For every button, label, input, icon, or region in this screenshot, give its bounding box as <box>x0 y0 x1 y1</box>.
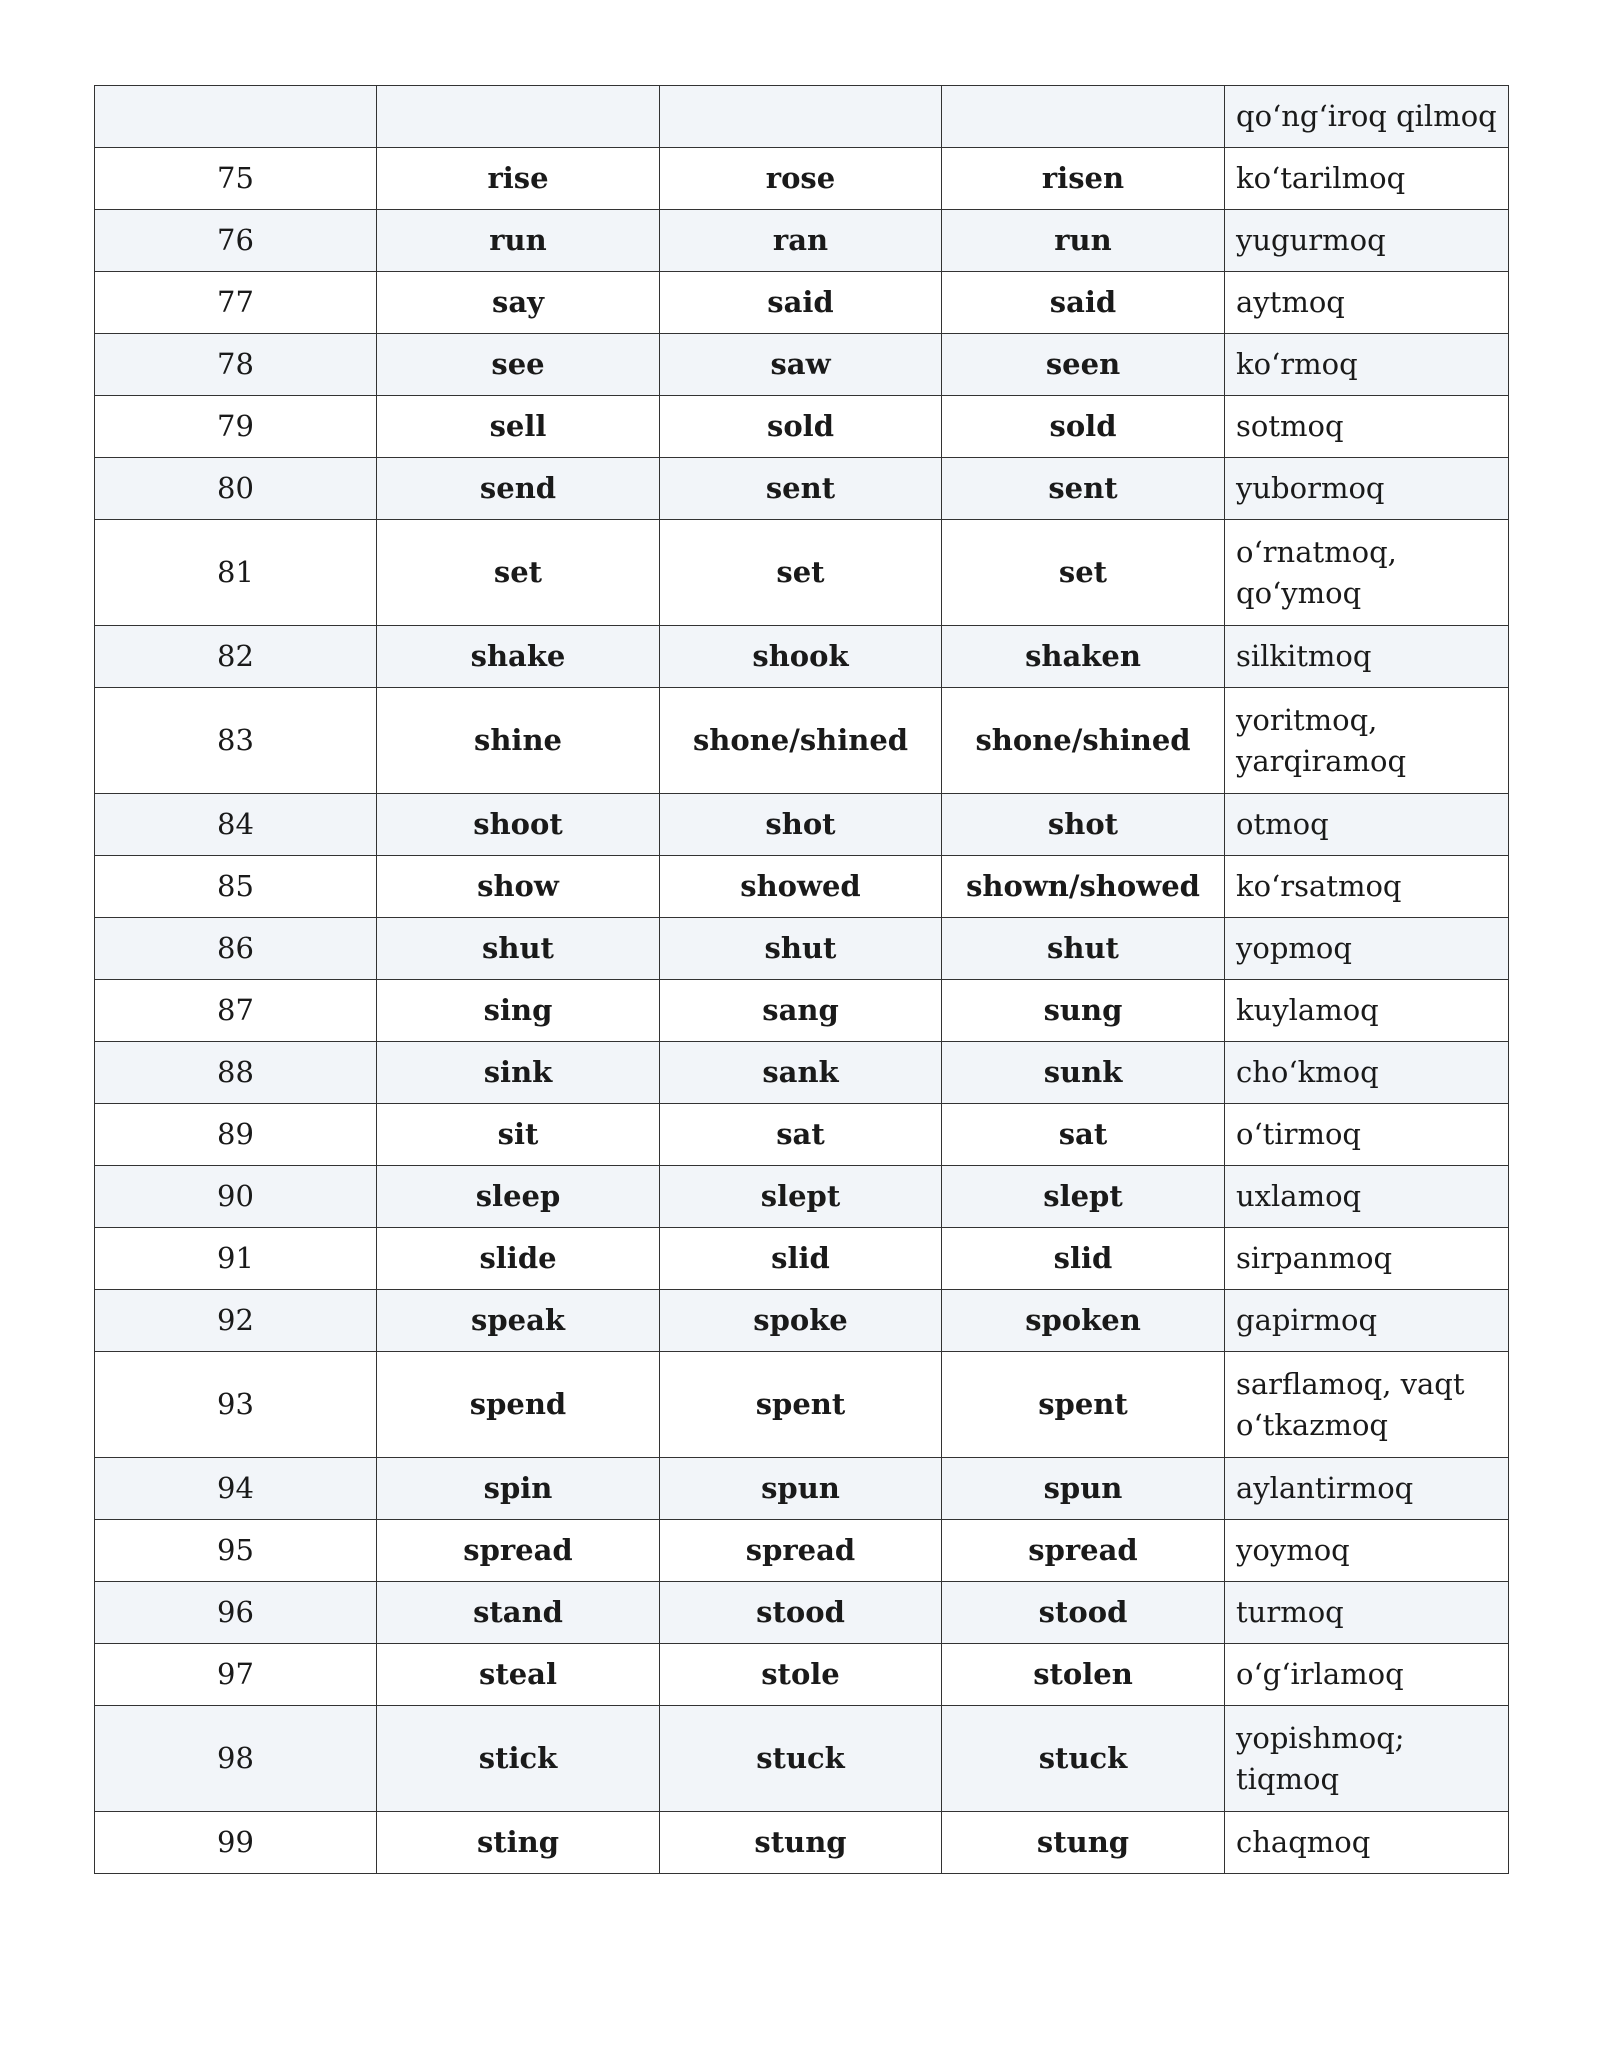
base-form-cell: stand <box>377 1582 660 1644</box>
table-row <box>95 148 1509 210</box>
past-simple-cell: shot <box>660 794 942 856</box>
table-row <box>95 980 1509 1042</box>
base-form-cell: show <box>377 856 660 918</box>
base-form-cell: shake <box>377 626 660 688</box>
base-form-cell: spend <box>377 1352 660 1458</box>
verb-number-cell: 99 <box>95 1812 377 1874</box>
table-row <box>95 1520 1509 1582</box>
table-row <box>95 794 1509 856</box>
past-participle-cell: shown/showed <box>942 856 1225 918</box>
translation-cell: sotmoq <box>1225 396 1509 458</box>
translation-cell: ko‘tarilmoq <box>1225 148 1509 210</box>
verb-number-cell: 97 <box>95 1644 377 1706</box>
past-simple-cell: spent <box>660 1352 942 1458</box>
table-row <box>95 688 1509 794</box>
table-row <box>95 1166 1509 1228</box>
past-participle-cell: spent <box>942 1352 1225 1458</box>
table-row <box>95 1352 1509 1458</box>
table-row <box>95 1228 1509 1290</box>
translation-cell: otmoq <box>1225 794 1509 856</box>
translation-cell: o‘rnatmoq, qo‘ymoq <box>1225 520 1509 626</box>
verbs-table-body <box>95 86 1509 1874</box>
translation-cell: ko‘rsatmoq <box>1225 856 1509 918</box>
past-participle-cell: slid <box>942 1228 1225 1290</box>
base-form-cell: steal <box>377 1644 660 1706</box>
past-simple-cell: stood <box>660 1582 942 1644</box>
table-row <box>95 272 1509 334</box>
table-row <box>95 918 1509 980</box>
verb-number-cell: 91 <box>95 1228 377 1290</box>
table-row <box>95 1042 1509 1104</box>
translation-cell: qo‘ng‘iroq qilmoq <box>1225 86 1509 148</box>
past-participle-cell: seen <box>942 334 1225 396</box>
table-row <box>95 1458 1509 1520</box>
verb-number-cell: 93 <box>95 1352 377 1458</box>
translation-cell: yoymoq <box>1225 1520 1509 1582</box>
past-participle-cell: shone/shined <box>942 688 1225 794</box>
verb-number-cell: 95 <box>95 1520 377 1582</box>
translation-cell: yubormoq <box>1225 458 1509 520</box>
table-row <box>95 396 1509 458</box>
verb-number-cell: 81 <box>95 520 377 626</box>
table-row <box>95 1582 1509 1644</box>
verb-number-cell: 80 <box>95 458 377 520</box>
verb-number-cell: 86 <box>95 918 377 980</box>
base-form-cell: sink <box>377 1042 660 1104</box>
past-participle-cell: stuck <box>942 1706 1225 1812</box>
verb-number-cell: 76 <box>95 210 377 272</box>
table-row <box>95 520 1509 626</box>
past-participle-cell: shot <box>942 794 1225 856</box>
translation-cell: yoritmoq, yarqiramoq <box>1225 688 1509 794</box>
translation-cell: sirpanmoq <box>1225 1228 1509 1290</box>
past-simple-cell: shut <box>660 918 942 980</box>
past-simple-cell: sank <box>660 1042 942 1104</box>
past-participle-cell: said <box>942 272 1225 334</box>
past-simple-cell: stole <box>660 1644 942 1706</box>
past-simple-cell: sang <box>660 980 942 1042</box>
table-row <box>95 334 1509 396</box>
past-participle-cell: shut <box>942 918 1225 980</box>
past-simple-cell: sat <box>660 1104 942 1166</box>
verb-number-cell: 87 <box>95 980 377 1042</box>
past-participle-cell: sunk <box>942 1042 1225 1104</box>
past-simple-cell <box>660 86 942 148</box>
table-row <box>95 1644 1509 1706</box>
translation-cell: cho‘kmoq <box>1225 1042 1509 1104</box>
table-row <box>95 626 1509 688</box>
past-simple-cell: sent <box>660 458 942 520</box>
past-simple-cell: shook <box>660 626 942 688</box>
past-simple-cell: set <box>660 520 942 626</box>
base-form-cell: sting <box>377 1812 660 1874</box>
base-form-cell: sit <box>377 1104 660 1166</box>
base-form-cell: shine <box>377 688 660 794</box>
verb-number-cell: 94 <box>95 1458 377 1520</box>
translation-cell: uxlamoq <box>1225 1166 1509 1228</box>
translation-cell: gapirmoq <box>1225 1290 1509 1352</box>
translation-cell: o‘g‘irlamoq <box>1225 1644 1509 1706</box>
past-simple-cell: ran <box>660 210 942 272</box>
past-participle-cell: set <box>942 520 1225 626</box>
past-simple-cell: shone/shined <box>660 688 942 794</box>
base-form-cell: speak <box>377 1290 660 1352</box>
past-participle-cell: sent <box>942 458 1225 520</box>
table-row <box>95 210 1509 272</box>
base-form-cell: rise <box>377 148 660 210</box>
table-row <box>95 856 1509 918</box>
translation-cell: aytmoq <box>1225 272 1509 334</box>
verb-number-cell: 79 <box>95 396 377 458</box>
verb-number-cell: 98 <box>95 1706 377 1812</box>
base-form-cell: sell <box>377 396 660 458</box>
verb-number-cell: 90 <box>95 1166 377 1228</box>
table-row <box>95 458 1509 520</box>
verb-number-cell: 92 <box>95 1290 377 1352</box>
past-participle-cell: run <box>942 210 1225 272</box>
verb-number-cell: 78 <box>95 334 377 396</box>
translation-cell: o‘tirmoq <box>1225 1104 1509 1166</box>
verb-number-cell: 82 <box>95 626 377 688</box>
translation-cell: turmoq <box>1225 1582 1509 1644</box>
base-form-cell: say <box>377 272 660 334</box>
base-form-cell: spread <box>377 1520 660 1582</box>
verb-number-cell: 84 <box>95 794 377 856</box>
verb-number-cell: 75 <box>95 148 377 210</box>
base-form-cell: run <box>377 210 660 272</box>
past-participle-cell: spread <box>942 1520 1225 1582</box>
past-participle-cell: stood <box>942 1582 1225 1644</box>
base-form-cell: sing <box>377 980 660 1042</box>
translation-cell: chaqmoq <box>1225 1812 1509 1874</box>
past-simple-cell: rose <box>660 148 942 210</box>
base-form-cell: shut <box>377 918 660 980</box>
verb-number-cell: 77 <box>95 272 377 334</box>
past-participle-cell: sat <box>942 1104 1225 1166</box>
past-participle-cell: sung <box>942 980 1225 1042</box>
past-participle-cell: spoken <box>942 1290 1225 1352</box>
base-form-cell: see <box>377 334 660 396</box>
table-row <box>95 1706 1509 1812</box>
base-form-cell: slide <box>377 1228 660 1290</box>
past-participle-cell: spun <box>942 1458 1225 1520</box>
translation-cell: silkitmoq <box>1225 626 1509 688</box>
past-participle-cell <box>942 86 1225 148</box>
translation-cell: yugurmoq <box>1225 210 1509 272</box>
past-simple-cell: spoke <box>660 1290 942 1352</box>
past-participle-cell: slept <box>942 1166 1225 1228</box>
past-participle-cell: stolen <box>942 1644 1225 1706</box>
past-simple-cell: stung <box>660 1812 942 1874</box>
base-form-cell: shoot <box>377 794 660 856</box>
table-row <box>95 1812 1509 1874</box>
past-simple-cell: spread <box>660 1520 942 1582</box>
past-simple-cell: saw <box>660 334 942 396</box>
base-form-cell: send <box>377 458 660 520</box>
base-form-cell: set <box>377 520 660 626</box>
base-form-cell <box>377 86 660 148</box>
verb-number-cell <box>95 86 377 148</box>
translation-cell: ko‘rmoq <box>1225 334 1509 396</box>
past-simple-cell: spun <box>660 1458 942 1520</box>
verb-number-cell: 89 <box>95 1104 377 1166</box>
irregular-verbs-table <box>94 85 1509 1874</box>
past-participle-cell: stung <box>942 1812 1225 1874</box>
past-simple-cell: said <box>660 272 942 334</box>
verb-number-cell: 88 <box>95 1042 377 1104</box>
past-simple-cell: sold <box>660 396 942 458</box>
past-participle-cell: risen <box>942 148 1225 210</box>
past-simple-cell: stuck <box>660 1706 942 1812</box>
table-row <box>95 1104 1509 1166</box>
base-form-cell: spin <box>377 1458 660 1520</box>
verb-number-cell: 83 <box>95 688 377 794</box>
past-participle-cell: shaken <box>942 626 1225 688</box>
translation-cell: sarflamoq, vaqt o‘tkazmoq <box>1225 1352 1509 1458</box>
past-simple-cell: slid <box>660 1228 942 1290</box>
translation-cell: yopmoq <box>1225 918 1509 980</box>
base-form-cell: stick <box>377 1706 660 1812</box>
translation-cell: kuylamoq <box>1225 980 1509 1042</box>
translation-cell: yopishmoq; tiqmoq <box>1225 1706 1509 1812</box>
base-form-cell: sleep <box>377 1166 660 1228</box>
table-row <box>95 86 1509 148</box>
past-simple-cell: slept <box>660 1166 942 1228</box>
table-row <box>95 1290 1509 1352</box>
verb-number-cell: 96 <box>95 1582 377 1644</box>
past-participle-cell: sold <box>942 396 1225 458</box>
past-simple-cell: showed <box>660 856 942 918</box>
translation-cell: aylantirmoq <box>1225 1458 1509 1520</box>
verb-number-cell: 85 <box>95 856 377 918</box>
